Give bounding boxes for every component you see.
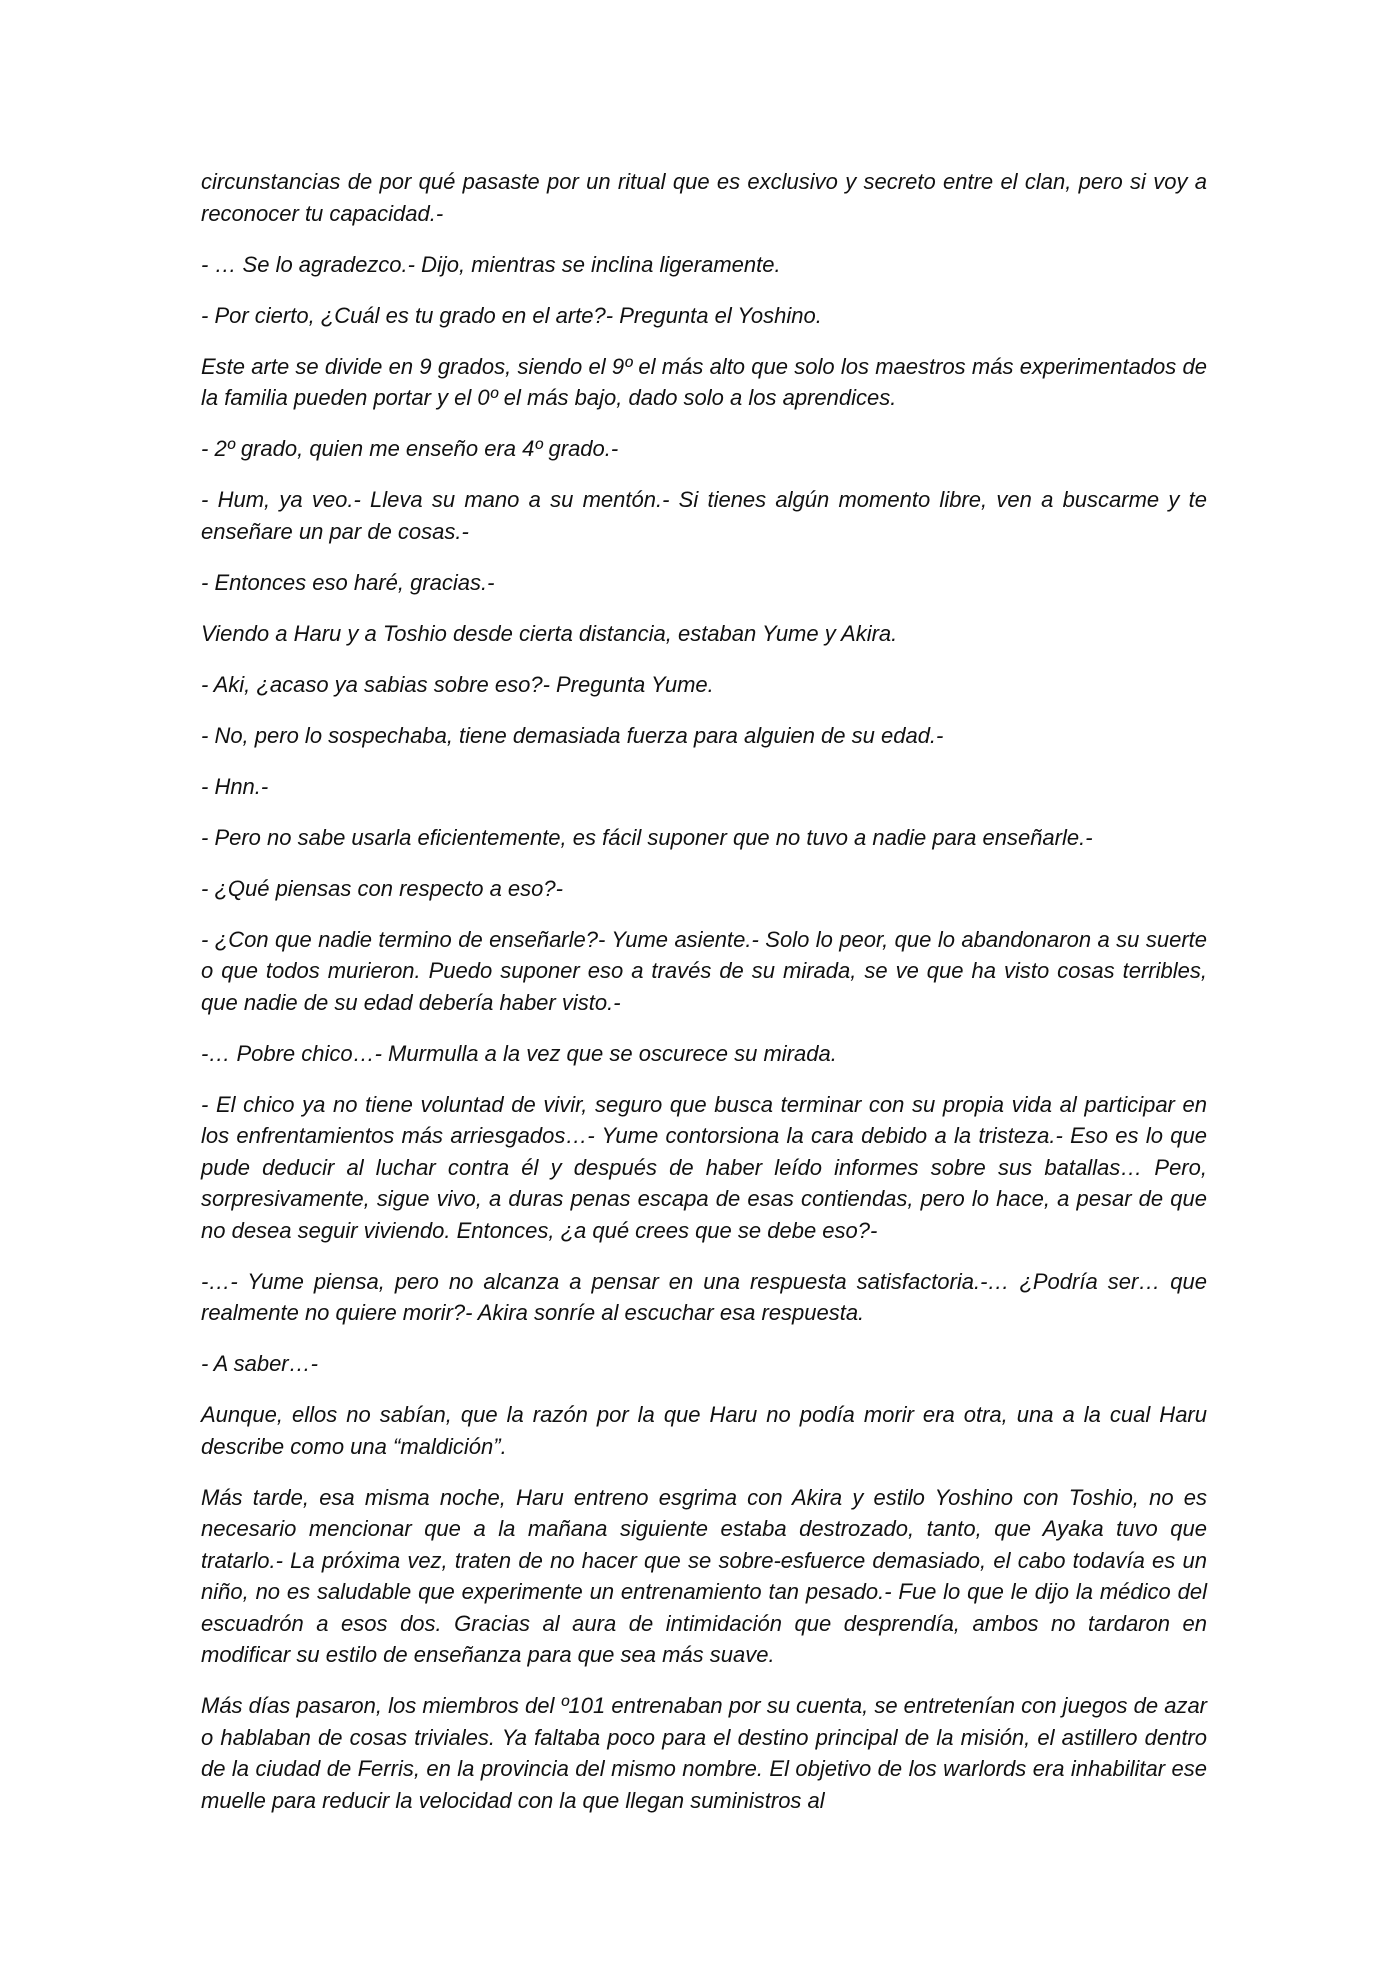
paragraph: - Por cierto, ¿Cuál es tu grado en el arte?- Pregunta el Yoshino.	[201, 302, 822, 328]
paragraph: - ¿Qué piensas con respecto a eso?-	[201, 875, 563, 901]
paragraph: Este arte se divide en 9 grados, siendo el 9º el más alto que solo los maestros más experimentados de la familia pueden portar y el 0º el más bajo, dado solo a los aprendices.	[201, 353, 1207, 410]
paragraph: Más tarde, esa misma noche, Haru entreno esgrima con Akira y estilo Yoshino con Toshio, no es necesario mencionar que a la mañana siguiente estaba destrozado, tanto, que Ayaka tuvo que tratarlo.- La próxima vez, traten de no hacer que se sobre-esfuerce demasiado, el cabo todavía es un niño, no es saludable que experimente un entrenamiento tan pesado.- Fue lo que le dijo la médico del escuadrón a esos dos. Gracias al aura de intimidación que desprendía, ambos no tardaron en modificar su estilo de enseñanza para que sea más suave.	[201, 1484, 1207, 1667]
paragraph: - El chico ya no tiene voluntad de vivir, seguro que busca terminar con su propia vida al participar en los enfrentamientos más arriesgados…- Yume contorsiona la cara debido a la tristeza.- Eso es lo que pude deducir al luchar contra él y después de haber leído informes sobre sus batallas… Pero, sorpresivamente, sigue vivo, a duras penas escapa de esas contiendas, pero lo hace, a pesar de que no desea seguir viviendo. Entonces, ¿a qué crees que se debe eso?-	[201, 1091, 1207, 1243]
paragraph: - ¿Con que nadie termino de enseñarle?- Yume asiente.- Solo lo peor, que lo abandonaron a su suerte o que todos murieron. Puedo suponer eso a través de su mirada, se ve que ha visto cosas terribles, que nadie de su edad debería haber visto.-	[201, 926, 1207, 1015]
paragraph: Más días pasaron, los miembros del º101 entrenaban por su cuenta, se entretenían con juegos de azar o hablaban de cosas triviales. Ya faltaba poco para el destino principal de la misión, el astillero dentro de la ciudad de Ferris, en la provincia del mismo nombre. El objetivo de los warlords era inhabilitar ese muelle para reducir la velocidad con la que llegan suministros al	[201, 1693, 1207, 1813]
paragraph: - Pero no sabe usarla eficientemente, es fácil suponer que no tuvo a nadie para enseñarle.-	[201, 824, 1093, 850]
paragraph: - Aki, ¿acaso ya sabias sobre eso?- Pregunta Yume.	[201, 671, 714, 697]
paragraph: - … Se lo agradezco.- Dijo, mientras se inclina ligeramente.	[201, 251, 781, 277]
document-body	[201, 166, 1207, 1836]
paragraph: - Hum, ya veo.- Lleva su mano a su mentón.- Si tienes algún momento libre, ven a buscarme y te enseñare un par de cosas.-	[201, 487, 1207, 544]
paragraph: - No, pero lo sospechaba, tiene demasiada fuerza para alguien de su edad.-	[201, 722, 944, 748]
paragraph: - Entonces eso haré, gracias.-	[201, 569, 495, 595]
paragraph: Viendo a Haru y a Toshio desde cierta distancia, estaban Yume y Akira.	[201, 620, 898, 646]
paragraph: - Hnn.-	[201, 773, 269, 799]
paragraph: - A saber…-	[201, 1351, 318, 1376]
paragraph: -… Pobre chico…- Murmulla a la vez que se oscurece su mirada.	[201, 1040, 837, 1066]
paragraph: circunstancias de por qué pasaste por un ritual que es exclusivo y secreto entre el clan, pero si voy a reconocer tu capacidad.-	[201, 169, 1207, 226]
paragraph: Aunque, ellos no sabían, que la razón por la que Haru no podía morir era otra, una a la cual Haru describe como una “maldición”.	[201, 1402, 1207, 1459]
paragraph: -…- Yume piensa, pero no alcanza a pensar en una respuesta satisfactoria.-… ¿Podría ser… que realmente no quiere morir?- Akira sonríe al escuchar esa respuesta.	[201, 1268, 1207, 1325]
paragraph: - 2º grado, quien me enseño era 4º grado.-	[201, 436, 619, 461]
